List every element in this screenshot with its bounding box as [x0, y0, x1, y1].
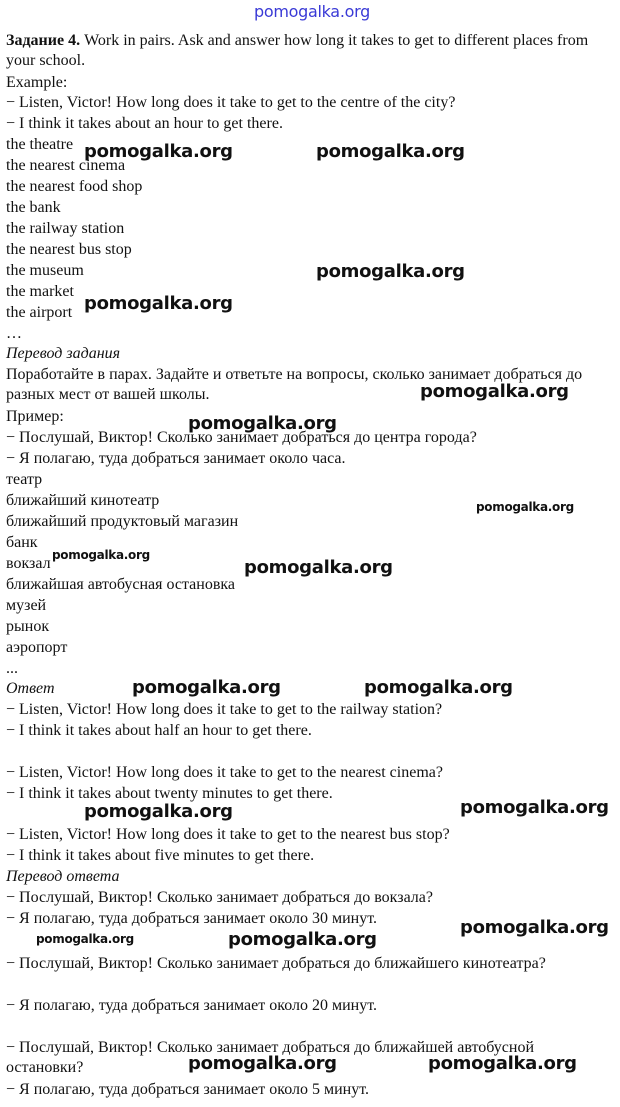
watermark: pomogalka.org [460, 917, 609, 938]
task-label: Задание 4. [6, 32, 81, 49]
task-text: Work in pairs. Ask and answer how long it takes to get to different places from your school. [6, 32, 589, 69]
translation-place-item: ... [6, 660, 18, 677]
answer-question-2: − Listen, Victor! How long does it take to get to the nearest cinema? [6, 764, 443, 781]
place-item: the nearest cinema [6, 157, 126, 174]
place-item: the market [6, 283, 74, 300]
place-item: the nearest bus stop [6, 241, 132, 258]
translation-text: Поработайте в парах. Задайте и ответьте на вопросы, сколько занимает добраться до разных мест от вашей школы. [6, 366, 583, 403]
watermark: pomogalka.org [476, 500, 574, 514]
watermark: pomogalka.org [84, 801, 233, 822]
watermark: pomogalka.org [52, 548, 150, 562]
translation-heading: Перевод задания [6, 345, 121, 362]
place-item: the nearest food shop [6, 178, 143, 195]
watermark: pomogalka.org [36, 932, 134, 946]
translation-example-label: Пример: [6, 408, 64, 425]
answer-translation-question-2: − Послушай, Виктор! Сколько занимает добраться до ближайшего кинотеатра? [6, 955, 546, 972]
watermark: pomogalka.org [132, 677, 281, 698]
translation-place-item: вокзал [6, 555, 51, 572]
watermark: pomogalka.org [84, 141, 233, 162]
place-item: … [6, 325, 22, 342]
watermark: pomogalka.org [460, 797, 609, 818]
translation-place-item: аэропорт [6, 639, 68, 656]
answer-reply-1: − I think it takes about half an hour to get there. [6, 722, 312, 739]
translation-place-item: ближайшая автобусная остановка [6, 576, 236, 593]
translation-example-answer: − Я полагаю, туда добраться занимает около часа. [6, 450, 346, 467]
translation-example-question: − Послушай, Виктор! Сколько занимает добраться до центра города? [6, 429, 477, 446]
example-question: − Listen, Victor! How long does it take to get to the centre of the city? [6, 94, 456, 111]
watermark: pomogalka.org [420, 381, 569, 402]
place-item: the museum [6, 262, 84, 279]
task-paragraph [6, 31, 610, 71]
answer-reply-3: − I think it takes about five minutes to get there. [6, 847, 315, 864]
example-answer: − I think it takes about an hour to get there. [6, 115, 283, 132]
translation-place-item: театр [6, 471, 43, 488]
translation-place-item: ближайший кинотеатр [6, 492, 160, 509]
answer-translation-reply-1: − Я полагаю, туда добраться занимает около 30 минут. [6, 910, 378, 927]
watermark: pomogalka.org [228, 929, 377, 950]
place-item: the railway station [6, 220, 125, 237]
answer-heading: Ответ [6, 680, 55, 697]
place-item: the airport [6, 304, 73, 321]
answer-question-3: − Listen, Victor! How long does it take to get to the nearest bus stop? [6, 826, 450, 843]
translation-place-item: ближайший продуктовый магазин [6, 513, 239, 530]
watermark: pomogalka.org [84, 293, 233, 314]
place-item: the bank [6, 199, 61, 216]
watermark: pomogalka.org [316, 141, 465, 162]
watermark: pomogalka.org [188, 413, 337, 434]
watermark: pomogalka.org [244, 557, 393, 578]
translation-place-item: банк [6, 534, 38, 551]
watermark: pomogalka.org [428, 1053, 577, 1074]
translation-place-item: рынок [6, 618, 50, 635]
answer-translation-reply-2: − Я полагаю, туда добраться занимает около 20 минут. [6, 997, 378, 1014]
answer-translation-heading: Перевод ответа [6, 868, 120, 885]
answer-question-1: − Listen, Victor! How long does it take to get to the railway station? [6, 701, 443, 718]
translation-place-item: музей [6, 597, 47, 614]
example-label: Example: [6, 74, 68, 91]
watermark: pomogalka.org [316, 261, 465, 282]
header-watermark-link[interactable]: pomogalka.org [254, 2, 370, 21]
answer-translation-reply-3: − Я полагаю, туда добраться занимает около 5 минут. [6, 1081, 370, 1098]
answer-translation-question-3: − Послушай, Виктор! Сколько занимает добраться до ближайшей автобусной остановки? [6, 1039, 535, 1076]
watermark: pomogalka.org [188, 1053, 337, 1074]
place-item: the theatre [6, 136, 74, 153]
watermark: pomogalka.org [364, 677, 513, 698]
answer-translation-question-1: − Послушай, Виктор! Сколько занимает добраться до вокзала? [6, 889, 433, 906]
answer-reply-2: − I think it takes about twenty minutes to get there. [6, 785, 333, 802]
